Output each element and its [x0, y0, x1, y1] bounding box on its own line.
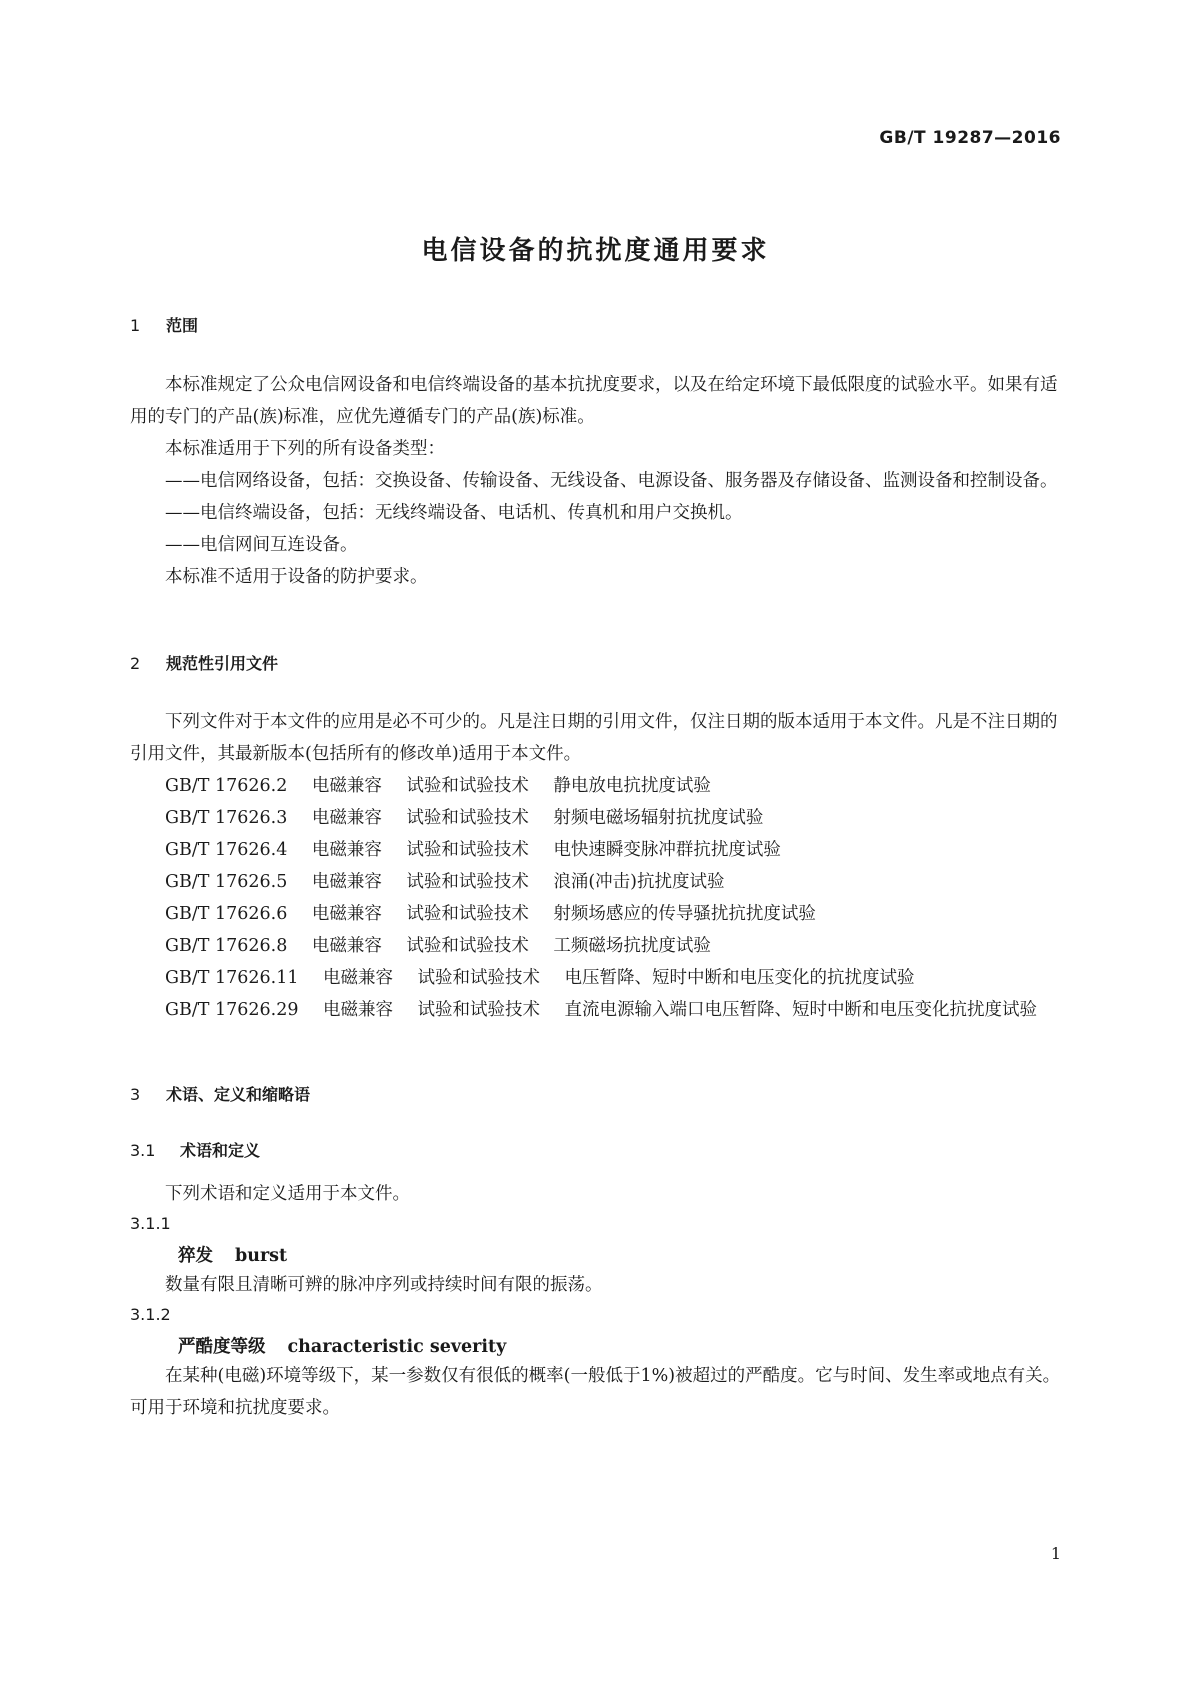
- ref-part-b: 试验和试验技术: [406, 840, 529, 860]
- term-number: 3.1.2: [130, 1305, 171, 1324]
- standard-code: GB/T 19287—2016: [879, 128, 1061, 148]
- term-zh: 严酷度等级: [178, 1337, 266, 1357]
- ref-part-c: 浪涌(冲击)抗扰度试验: [553, 872, 725, 892]
- ref-part-b: 试验和试验技术: [406, 776, 529, 796]
- section-2-body: [130, 706, 1062, 1026]
- term-definition: [130, 1360, 1062, 1424]
- ref-part-c: 静电放电抗扰度试验: [553, 776, 711, 796]
- ref-code: GB/T 17626.3: [165, 808, 288, 828]
- section-number: 3: [130, 1085, 141, 1104]
- subsection-number: 3.1: [130, 1141, 156, 1160]
- list-item: ——电信终端设备，包括：无线终端设备、电话机、传真机和用户交换机。: [165, 503, 743, 523]
- term-definition: [130, 1269, 1062, 1301]
- reference-item: [130, 866, 1062, 898]
- paragraph: 下列文件对于本文件的应用是必不可少的。凡是注日期的引用文件，仅注日期的版本适用于本文件。凡是不注日期的引用文件，其最新版本(包括所有的修改单)适用于本文件。: [130, 712, 1058, 764]
- reference-item: [130, 802, 1062, 834]
- subsection-3-1-intro: [130, 1178, 1062, 1210]
- term-en: burst: [235, 1246, 288, 1266]
- subsection-title: 术语和定义: [180, 1141, 261, 1160]
- ref-code: GB/T 17626.4: [165, 840, 288, 860]
- paragraph: 本标准规定了公众电信网设备和电信终端设备的基本抗扰度要求，以及在给定环境下最低限度的试验水平。如果有适用的专门的产品(族)标准，应优先遵循专门的产品(族)标准。: [130, 375, 1058, 427]
- list-item: ——电信网间互连设备。: [165, 535, 358, 555]
- ref-part-a: 电磁兼容: [311, 776, 382, 796]
- paragraph: 本标准不适用于设备的防护要求。: [165, 567, 428, 587]
- ref-part-a: 电磁兼容: [311, 904, 382, 924]
- document-title: 电信设备的抗扰度通用要求: [421, 236, 770, 266]
- term-zh: 猝发: [178, 1246, 213, 1266]
- ref-part-a: 电磁兼容: [311, 936, 382, 956]
- ref-code: GB/T 17626.2: [165, 776, 288, 796]
- ref-part-b: 试验和试验技术: [417, 968, 540, 988]
- ref-code: GB/T 17626.29: [165, 1000, 299, 1020]
- ref-part-a: 电磁兼容: [322, 968, 393, 988]
- term-heading: [178, 1242, 287, 1267]
- paragraph: 数量有限且清晰可辨的脉冲序列或持续时间有限的振荡。: [165, 1275, 603, 1295]
- section-number: 1: [130, 316, 141, 335]
- section-2-heading: [130, 651, 278, 674]
- ref-part-c: 工频磁场抗扰度试验: [553, 936, 711, 956]
- ref-part-b: 试验和试验技术: [406, 872, 529, 892]
- ref-part-c: 射频场感应的传导骚扰抗扰度试验: [553, 904, 816, 924]
- reference-item: [130, 930, 1062, 962]
- ref-part-b: 试验和试验技术: [406, 936, 529, 956]
- reference-item: [130, 834, 1062, 866]
- ref-code: GB/T 17626.11: [165, 968, 299, 988]
- section-title: 术语、定义和缩略语: [166, 1085, 311, 1104]
- section-1-body: [130, 369, 1062, 593]
- term-number: 3.1.1: [130, 1214, 171, 1233]
- ref-part-a: 电磁兼容: [322, 1000, 393, 1020]
- section-3-heading: [130, 1082, 310, 1105]
- ref-part-c: 直流电源输入端口电压暂降、短时中断和电压变化抗扰度试验: [564, 1000, 1037, 1020]
- ref-part-b: 试验和试验技术: [417, 1000, 540, 1020]
- section-1-heading: [130, 313, 198, 336]
- ref-part-a: 电磁兼容: [311, 808, 382, 828]
- ref-part-c: 射频电磁场辐射抗扰度试验: [553, 808, 764, 828]
- term-heading: [178, 1333, 506, 1358]
- reference-item: [130, 994, 1062, 1026]
- ref-code: GB/T 17626.5: [165, 872, 288, 892]
- paragraph: 本标准适用于下列的所有设备类型：: [165, 439, 445, 459]
- reference-item: [130, 962, 1062, 994]
- section-title: 范围: [166, 316, 199, 335]
- ref-code: GB/T 17626.8: [165, 936, 288, 956]
- ref-code: GB/T 17626.6: [165, 904, 288, 924]
- page-number: 1: [1050, 1544, 1061, 1563]
- ref-part-a: 电磁兼容: [311, 840, 382, 860]
- subsection-3-1-heading: [130, 1138, 260, 1161]
- reference-item: [130, 770, 1062, 802]
- ref-part-b: 试验和试验技术: [406, 904, 529, 924]
- ref-part-a: 电磁兼容: [311, 872, 382, 892]
- ref-part-c: 电压暂降、短时中断和电压变化的抗扰度试验: [564, 968, 915, 988]
- list-item: ——电信网络设备，包括：交换设备、传输设备、无线设备、电源设备、服务器及存储设备、监测设备和控制设备。: [165, 471, 1058, 491]
- section-title: 规范性引用文件: [166, 654, 279, 673]
- section-number: 2: [130, 654, 141, 673]
- ref-part-b: 试验和试验技术: [406, 808, 529, 828]
- paragraph: 下列术语和定义适用于本文件。: [165, 1184, 410, 1204]
- reference-item: [130, 898, 1062, 930]
- ref-part-c: 电快速瞬变脉冲群抗扰度试验: [553, 840, 781, 860]
- term-en: characteristic severity: [287, 1337, 507, 1357]
- paragraph: 在某种(电磁)环境等级下，某一参数仅有很低的概率(一般低于1%)被超过的严酷度。它与时间、发生率或地点有关。可用于环境和抗扰度要求。: [130, 1366, 1061, 1418]
